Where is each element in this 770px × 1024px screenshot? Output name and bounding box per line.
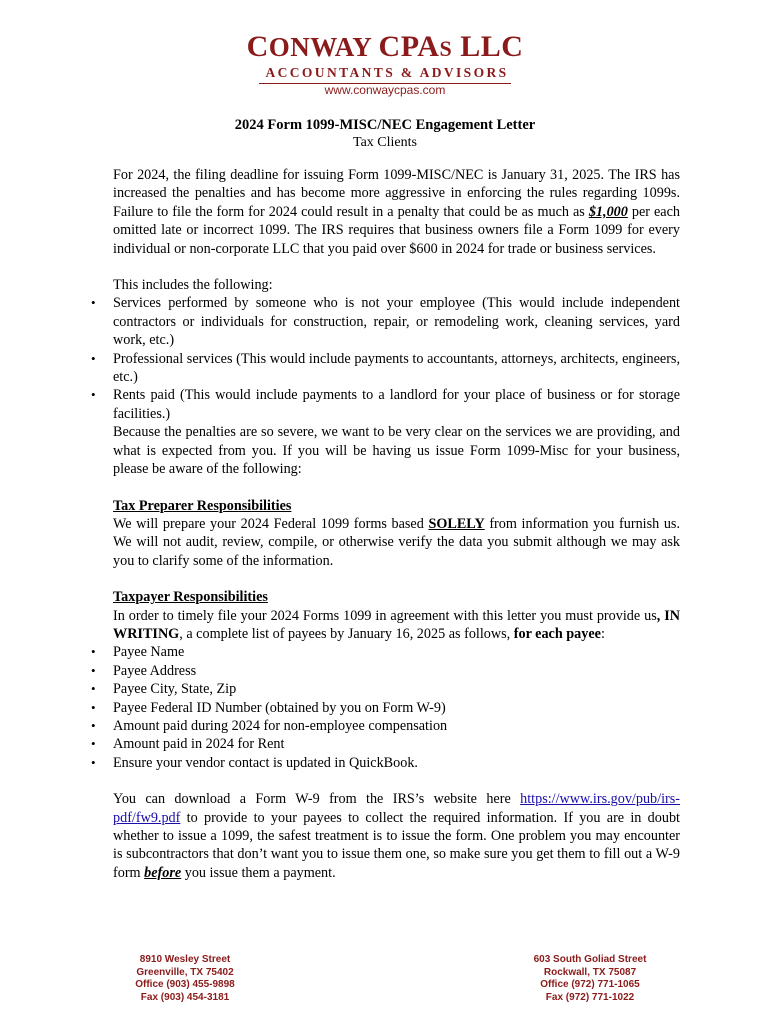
download-text-b: to provide to your payees to collect the required information. If you are in doubt whether to issue a 1099, the safest treatment is to issue the form. One problem you may encounter is subcontractors that don’t want you to issue them one, so make sure you get them to fill out a W-9 form (113, 809, 680, 881)
includes-list (113, 294, 680, 423)
w9-download-link[interactable]: https://www.irs.gov/pub/irs-pdf/fw9.pdf (113, 791, 680, 826)
list-item: • Professional services (This would include payments to accountants, attorneys, architects, engineers, etc.) (113, 350, 680, 387)
solely-emphasis: SOLELY (428, 515, 485, 532)
list-item: • Services performed by someone who is not your employee (This would include independent contractors or individuals for construction, repair, or remodeling work, cleaning services, yard work, etc.) (113, 294, 680, 349)
list-item: • Payee Address (113, 662, 680, 680)
intro-paragraph (113, 166, 680, 258)
firm-name-cpa: CPA (378, 30, 440, 63)
footer-fax: Fax (903) 454-3181 (140, 991, 230, 1003)
tagline-row (0, 64, 770, 84)
taxpayer-text-b: , a complete list of payees by January 16, 2025 as follows, (179, 625, 514, 642)
taxpayer-heading: Taxpayer Responsibilities (113, 589, 268, 606)
download-text-a: You can download a Form W-9 from the IRS’s website here (113, 791, 521, 808)
footer-rockwall-office (520, 954, 660, 1004)
list-item: • Payee Name (113, 643, 680, 661)
intro-text-a: For 2024, the filing deadline for issuing Form 1099-MISC/NEC is January 31, 2025. The IRS has increased the penalties and has become more aggressive in enforcing the rules regarding 1099s. Failure to file the form for 2024 could result in a penalty that could be as much as (113, 167, 680, 220)
footer-phone: Office (903) 455-9898 (135, 979, 235, 990)
includes-closing: Because the penalties are so severe, we want to be very clear on the services we are providing, and what is expected from you. If you will be having us issue Form 1099-Misc for your business, please be aware of the following: (113, 424, 680, 478)
footer-street: 603 South Goliad Street (533, 954, 647, 965)
intro-text-b: per each omitted late or incorrect 1099. The IRS requires that business owners file a Form 1099 for every individual or non-corporate LLC that you paid over $600 in 2024 for trade or business services. (113, 203, 680, 257)
firm-name-initial: C (246, 30, 269, 63)
list-item: • Amount paid in 2024 for Rent (113, 735, 680, 753)
footer-city: Rockwall, TX 75087 (543, 966, 637, 978)
payee-info-list (113, 643, 680, 772)
preparer-text-a: We will prepare your 2024 Federal 1099 forms based (113, 515, 429, 532)
footer-fax: Fax (972) 771-1022 (545, 991, 635, 1003)
taxpayer-text-a: In order to timely file your 2024 Forms 1099 in agreement with this letter you must provide us (113, 607, 657, 624)
list-item: • Amount paid during 2024 for non-employee compensation (113, 717, 680, 735)
preparer-paragraph (113, 515, 680, 570)
download-paragraph (113, 790, 680, 882)
letter-body (113, 166, 680, 882)
list-item: • Ensure your vendor contact is updated in QuickBook. (113, 754, 680, 772)
firm-name (0, 30, 770, 64)
firm-website[interactable]: www.conwaycpas.com (324, 83, 446, 97)
footer-city: Greenville, TX 75402 (136, 966, 234, 978)
list-item: • Payee Federal ID Number (obtained by you on Form W-9) (113, 699, 680, 717)
firm-name-s: S (439, 36, 453, 61)
download-text-c: you issue them a payment. (181, 864, 336, 881)
includes-lead: This includes the following: (113, 277, 273, 294)
firm-tagline: ACCOUNTANTS & ADVISORS (259, 65, 510, 84)
firm-name-rest: ONWAY (268, 32, 379, 62)
letter-subtitle: Tax Clients (353, 135, 417, 150)
list-item: • Rents paid (This would include payments to a landlord for your place of business or for storage facilities.) (113, 386, 680, 423)
letter-title: 2024 Form 1099-MISC/NEC Engagement Letter (234, 117, 536, 133)
preparer-heading: Tax Preparer Responsibilities (113, 497, 292, 514)
each-payee-emphasis: for each payee (513, 625, 601, 642)
firm-name-llc: LLC (452, 30, 524, 63)
footer-street: 8910 Wesley Street (139, 954, 231, 965)
list-item: • Payee City, State, Zip (113, 680, 680, 698)
penalty-amount: $1,000 (588, 203, 628, 220)
in-writing-emphasis: , IN WRITING (113, 607, 680, 642)
footer-greenville-office (120, 954, 250, 1004)
footer-phone: Office (972) 771-1065 (540, 979, 640, 990)
before-emphasis: before (144, 864, 182, 881)
taxpayer-paragraph (113, 607, 680, 644)
preparer-text-b: from information you furnish us. We will not audit, review, compile, or otherwise verify the data you submit although we may ask you to clarify some of the information. (113, 515, 680, 569)
taxpayer-text-c: : (600, 625, 605, 642)
